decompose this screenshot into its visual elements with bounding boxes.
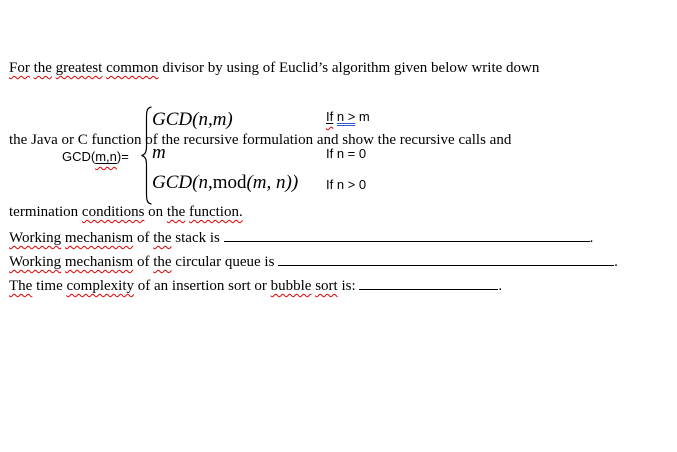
formula-case-1-expr [152, 109, 233, 131]
condition-text: If n = 0 [326, 146, 367, 161]
fill-text: of an insertion sort or [134, 278, 271, 294]
formula-case-1-condition [326, 109, 370, 124]
condition-grammar-flagged: n > [336, 109, 356, 124]
question-word: the [166, 204, 186, 220]
condition-text: m [355, 109, 370, 124]
formula-label [62, 149, 129, 164]
fill-word: mechanism [64, 230, 134, 246]
question-line-1 [9, 56, 609, 80]
question-word: function. [188, 204, 243, 220]
formula-case-2-condition [326, 146, 366, 161]
fill-text: time [32, 278, 67, 294]
math-operator-mod: mod [212, 172, 247, 193]
math-expr: m [152, 142, 166, 163]
condition-if: If [326, 109, 334, 124]
question-text: on [144, 204, 167, 220]
fill-line-circular-queue [9, 250, 618, 274]
fill-word: mechanism [64, 254, 134, 270]
fill-text: is: [337, 278, 360, 294]
math-expr: GCD(n,m) [152, 109, 233, 130]
math-expr: GCD(n, [152, 172, 213, 193]
question-line-3 [9, 200, 609, 224]
fill-word: The [9, 278, 33, 294]
answer-blank-time-complexity[interactable] [359, 276, 498, 290]
fill-word: the [153, 254, 172, 270]
question-word: common [106, 60, 159, 76]
curly-brace-icon [139, 106, 153, 210]
question-text: the Java or C function of the recursive formulation and show the recursive calls and [9, 132, 512, 148]
question-text: divisor by using of Euclid’s algorithm given below write down [158, 60, 540, 76]
answer-blank-stack[interactable] [224, 228, 590, 242]
formula-case-2-expr [152, 142, 166, 164]
condition-text: If n > 0 [326, 177, 367, 192]
fill-text: stack is [171, 230, 224, 246]
fill-period: . [614, 254, 618, 270]
question-word: the [33, 60, 52, 76]
fill-word: Working [9, 254, 62, 270]
fill-text: circular queue is [171, 254, 279, 270]
fill-line-stack [9, 226, 593, 250]
fill-word: complexity [66, 278, 134, 294]
fill-word: Working [9, 230, 62, 246]
fill-word: the [153, 230, 172, 246]
formula-case-3-condition [326, 177, 366, 192]
formula-label-suffix: )= [116, 149, 129, 164]
question-text: termination [9, 204, 82, 220]
question-word: greatest [55, 60, 103, 76]
fill-text: of [133, 254, 154, 270]
fill-line-time-complexity [9, 274, 502, 298]
question-word: For [9, 60, 30, 76]
formula-label-prefix: GCD( [62, 149, 96, 164]
math-expr: (m, n)) [246, 172, 299, 193]
fill-word: sort [315, 278, 338, 294]
fill-word: bubble [270, 278, 312, 294]
question-word: conditions [81, 204, 145, 220]
fill-period: . [498, 278, 503, 294]
formula-case-3-expr [152, 172, 298, 194]
fill-text: of [133, 230, 154, 246]
formula-label-args: m,n [95, 149, 117, 164]
answer-blank-circular-queue[interactable] [278, 252, 614, 266]
formula-label-args-squiggle [95, 149, 117, 164]
fill-period: . [589, 230, 594, 246]
